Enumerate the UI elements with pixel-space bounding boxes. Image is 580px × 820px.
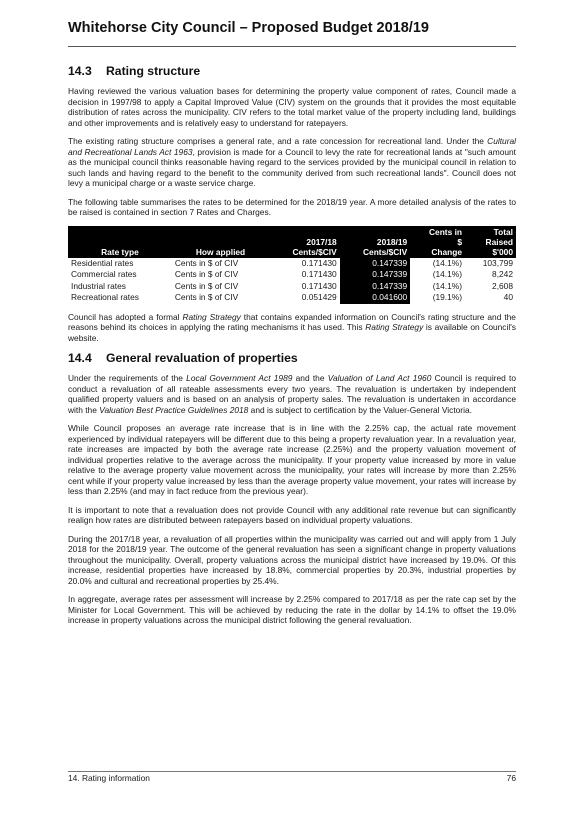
header-line: $'000: [492, 246, 513, 257]
text-run: that contains expanded information on Council's rating structure and the reasons behind its choices in applying the rating mechanisms it has used. This: [68, 311, 516, 333]
cell-2017-18: 0.171430: [301, 280, 337, 291]
document-title: Whitehorse City Council – Proposed Budget 2018/19: [68, 20, 429, 36]
cell-2017-18: 0.051429: [301, 292, 337, 303]
paragraph: [68, 312, 516, 344]
cell-raised: 8,242: [492, 269, 513, 280]
act-name: Valuation of Land Act 1960: [327, 373, 432, 384]
page-number: 76: [506, 773, 516, 783]
header-total-raised: [465, 226, 516, 258]
text-run: , provision is made for a Council to levy the rate for recreational lands at "such amount as the municipal council thinks reasonable having regard to the services provided by the municipal council in relation to such lands and having regard to the benefit to the community derived from such recreational lands". Council does not levy a municipal charge or a waste service charge.: [68, 146, 516, 188]
text-run: and is subject to certification by the Valuer-General Victoria.: [248, 404, 472, 415]
cell-rate-type: Recreational rates: [71, 292, 139, 303]
header-line: Raised: [485, 236, 513, 247]
section-title: Rating structure: [106, 64, 201, 78]
header-rate-type: Rate type: [68, 226, 172, 258]
paragraph: Having reviewed the various valuation bases for determining the property value component of rates, Council made a decision in 1997/98 to apply a Capital Improved Value (CIV) system on the grounds that it provides the most equitable distribution of rates across the municipality. CIV refers to the total market value of the property including land, buildings and other improvements and is relatively easy to understand for ratepayers.: [68, 86, 516, 128]
section-number: 14.3: [68, 64, 92, 78]
rates-table: [68, 226, 516, 304]
header-line: 2018/19: [376, 236, 408, 247]
document-reference: Rating Strategy: [365, 322, 424, 333]
section-number: 14.4: [68, 351, 92, 366]
cell-raised: 40: [503, 292, 513, 303]
section-heading-14-4: [68, 351, 516, 365]
cell-change: (14.1%): [432, 280, 463, 291]
cell-2017-18: 0.171430: [301, 257, 337, 268]
cell-change: (14.1%): [432, 269, 463, 280]
header-line: Change: [431, 246, 463, 257]
cell-2017-18: 0.171430: [301, 269, 337, 280]
guideline-name: Valuation Best Practice Guidelines 2018: [99, 404, 249, 415]
paragraph: [68, 136, 516, 189]
cell-2018-19: 0.147339: [340, 258, 411, 270]
cell-rate-type: Commercial rates: [71, 269, 137, 280]
title-divider: [68, 46, 516, 47]
header-2017-18: [269, 226, 340, 258]
text-run: and the: [292, 373, 328, 384]
header-line: Total: [493, 226, 513, 237]
table-row: [68, 269, 516, 281]
text-run: Under the requirements of the: [68, 373, 187, 384]
cell-2018-19: 0.147339: [340, 269, 411, 281]
paragraph: It is important to note that a revaluation does not provide Council with any additional rate revenue but can significantly realign how rates are distributed between ratepayers based on individual property valuations.: [68, 504, 516, 526]
header-how-applied: How applied: [172, 226, 269, 258]
cell-change: (14.1%): [432, 257, 463, 268]
cell-2018-19: 0.147339: [340, 281, 411, 293]
act-name: Cultural and Recreational Lands Act 1963: [68, 136, 516, 157]
paragraph: While Council proposes an average rate increase that is in line with the 2.25% cap, the actual rate movement experienced by individual ratepayers will be different due to this being a property revaluation year. In a revaluation year, rate increases are impacted by both the average rate increase (2.25%) and the property valuation movement of individual properties relative to the average across the municipality. If your property value increased by more in value relative to the average property value movement across the municipality, your rates will increase by more than 2.25% cent while if your property value increased by less than the average property value movement, your rates will increase by less than 2.25% (and may in fact reduce from the previous year).: [68, 423, 516, 497]
table-header-row: [68, 226, 516, 258]
text-run: Council is required to conduct a revaluation of all rateable assessments every two years. The revaluation is undertaken by independent qualified property valuers and is based on an analysis of property sales. The revaluation is undertaken in accordance with the: [68, 373, 517, 415]
cell-how-applied: Cents in $ of CIV: [174, 280, 239, 291]
table-row: [68, 258, 516, 270]
text-run: Council has adopted a formal: [68, 311, 183, 322]
section-title: General revaluation of properties: [106, 351, 298, 366]
paragraph: In aggregate, average rates per assessment will increase by 2.25% compared to 2017/18 as per the rate cap set by the Minister for Local Government. This will be achieved by reducing the rate in the dollar by 14.1% to offset the 19.0% increase in property valuations across the municipal district following the general revaluation.: [68, 594, 516, 626]
header-change: [410, 226, 465, 258]
cell-2018-19: 0.041600: [340, 292, 411, 304]
header-line: Cents/$CIV: [362, 246, 408, 257]
header-line: $: [457, 236, 463, 247]
section-heading-14-3: [68, 64, 516, 78]
header-line: 2017/18: [306, 236, 337, 247]
page-content: [68, 60, 516, 634]
cell-rate-type: Residential rates: [71, 257, 134, 268]
cell-rate-type: Industrial rates: [71, 280, 126, 291]
header-line: Cents in: [428, 226, 463, 237]
text-run: The existing rating structure comprises a general rate, and a rate concession for recreational land. Under the: [68, 136, 488, 146]
header-2018-19: [340, 226, 411, 258]
cell-how-applied: Cents in $ of CIV: [174, 257, 239, 268]
table-row: [68, 281, 516, 293]
cell-raised: 103,799: [482, 257, 513, 268]
paragraph: The following table summarises the rates to be determined for the 2018/19 year. A more detailed analysis of the rates to be raised is contained in section 7 Rates and Charges.: [68, 196, 516, 217]
cell-change: (19.1%): [432, 292, 463, 303]
footer-divider: [68, 771, 516, 772]
cell-how-applied: Cents in $ of CIV: [174, 292, 239, 303]
table-row: [68, 292, 516, 304]
document-reference: Rating Strategy: [182, 311, 241, 322]
footer-section-label: 14. Rating information: [68, 773, 150, 783]
paragraph: During the 2017/18 year, a revaluation of all properties within the municipality was carried out and will apply from 1 July 2018 for the 2018/19 year. The outcome of the general revaluation has seen a significant change in property valuations throughout the municipality. Overall, property valuations across the municipal district have increased by 19.0%. Of this increase, residential properties have increased by 18.8%, commercial properties by 20.3%, industrial properties by 20.0% and cultural and recreational properties by 25.4%.: [68, 533, 516, 586]
cell-raised: 2,608: [492, 280, 513, 291]
header-line: Cents/$CIV: [292, 246, 337, 257]
paragraph: [68, 373, 516, 415]
act-name: Local Government Act 1989: [186, 373, 293, 384]
cell-how-applied: Cents in $ of CIV: [174, 269, 239, 280]
text-run: is available on Council's website.: [68, 322, 516, 343]
